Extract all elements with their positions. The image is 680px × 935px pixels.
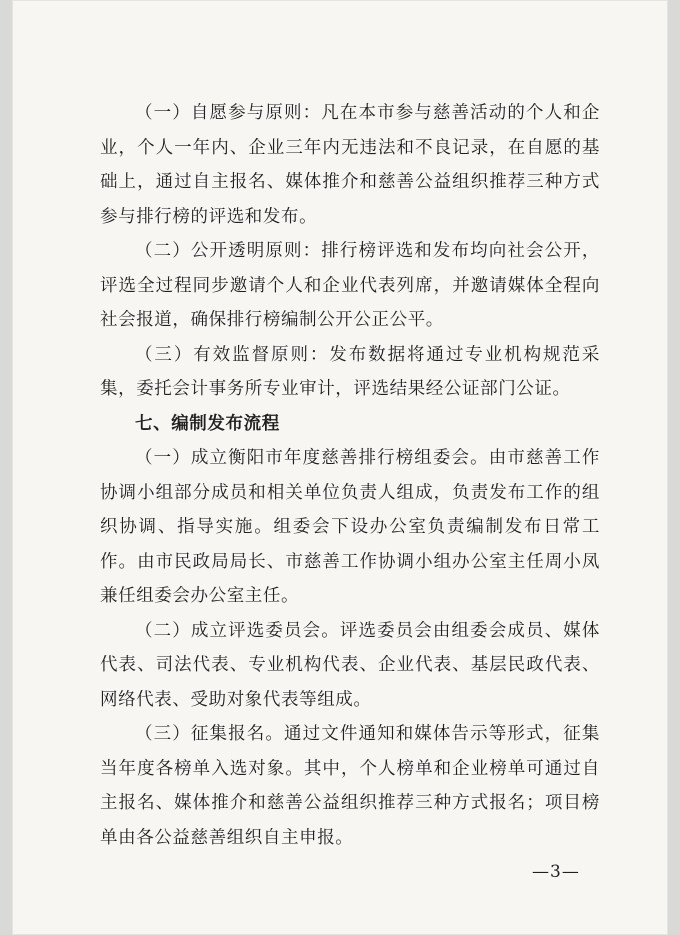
paragraph-supervision-principle: （三）有效监督原则：发布数据将通过专业机构规范采集，委托会计事务所专业审计，评选结果经公证部门公证。 — [100, 344, 600, 399]
paragraph-selection-committee: （二）成立评选委员会。评选委员会由组委会成员、媒体代表、司法代表、专业机构代表、企业代表、基层民政代表、网络代表、受助对象代表等组成。 — [100, 620, 600, 710]
paragraph-organizing-committee: （一）成立衡阳市年度慈善排行榜组委会。由市慈善工作协调小组部分成员和相关单位负责人组成，负责发布工作的组织协调、指导实施。组委会下设办公室负责编制发布日常工作。由市民政局局长、市慈善工作协调小组办公室主任周小凤兼任组委会办公室主任。 — [100, 448, 600, 606]
paragraph-registration: （三）征集报名。通过文件通知和媒体告示等形式，征集当年度各榜单入选对象。其中，个人榜单和企业榜单可通过自主报名、媒体推介和慈善公益组织推荐三种方式报名；项目榜单由各公益慈善组织自主申报。 — [100, 724, 600, 848]
page-number: —3— — [532, 862, 580, 882]
document-page — [12, 0, 668, 935]
section-heading: 七、编制发布流程 — [135, 413, 280, 434]
paragraph-voluntary-principle: （一）自愿参与原则：凡在本市参与慈善活动的个人和企业，个人一年内、企业三年内无违法和不良记录，在自愿的基础上，通过自主报名、媒体推介和慈善公益组织推荐三种方式参与排行榜的评选和发布。 — [100, 103, 600, 227]
document-body — [100, 96, 600, 855]
paragraph-transparency-principle: （二）公开透明原则：排行榜评选和发布均向社会公开，评选全过程同步邀请个人和企业代表列席，并邀请媒体全程向社会报道，确保排行榜编制公开公正公平。 — [100, 241, 600, 330]
